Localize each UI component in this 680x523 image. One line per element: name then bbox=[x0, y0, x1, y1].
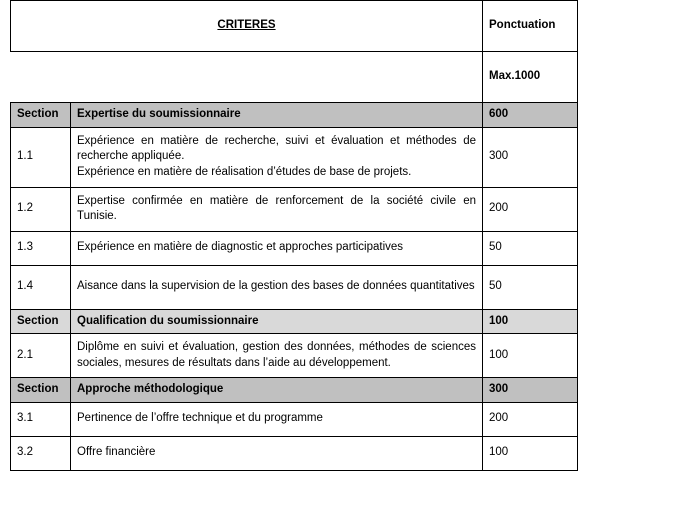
section-title: Approche méthodologique bbox=[71, 378, 483, 403]
table-row bbox=[11, 378, 578, 403]
criterion-points: 200 bbox=[483, 187, 578, 231]
section-points: 100 bbox=[483, 309, 578, 334]
table-header-row bbox=[11, 1, 578, 52]
section-label: Section bbox=[11, 103, 71, 128]
header-criteres: CRITERES bbox=[11, 1, 483, 52]
criterion-number: 1.4 bbox=[11, 265, 71, 309]
criterion-points: 100 bbox=[483, 436, 578, 470]
criterion-number: 3.2 bbox=[11, 436, 71, 470]
criterion-points: 50 bbox=[483, 231, 578, 265]
table-row bbox=[11, 309, 578, 334]
section-title: Qualification du soumissionnaire bbox=[71, 309, 483, 334]
criterion-description: Expérience en matière de diagnostic et approches participatives bbox=[71, 231, 483, 265]
header-ponctuation: Ponctuation bbox=[483, 1, 578, 52]
section-points: 600 bbox=[483, 103, 578, 128]
table-row bbox=[11, 187, 578, 231]
table-header-max-row bbox=[11, 52, 578, 103]
criterion-description: Expertise confirmée en matière de renforcement de la société civile en Tunisie. bbox=[71, 187, 483, 231]
criterion-number: 1.2 bbox=[11, 187, 71, 231]
table-row bbox=[11, 334, 578, 378]
criterion-points: 200 bbox=[483, 402, 578, 436]
criterion-description-line-2: Expérience en matière de réalisation d’études de base de projets. bbox=[77, 165, 412, 178]
criterion-points: 50 bbox=[483, 265, 578, 309]
evaluation-criteria-table bbox=[10, 0, 578, 471]
criterion-points: 300 bbox=[483, 127, 578, 187]
criterion-number: 3.1 bbox=[11, 402, 71, 436]
criterion-points: 100 bbox=[483, 334, 578, 378]
table-row bbox=[11, 265, 578, 309]
table-row bbox=[11, 231, 578, 265]
criterion-description: Diplôme en suivi et évaluation, gestion des données, méthodes de sciences sociales, mesures de résultats dans l’aide au développement. bbox=[71, 334, 483, 378]
criterion-description bbox=[71, 127, 483, 187]
criterion-number: 2.1 bbox=[11, 334, 71, 378]
section-title: Expertise du soumissionnaire bbox=[71, 103, 483, 128]
criterion-number: 1.3 bbox=[11, 231, 71, 265]
table-row bbox=[11, 436, 578, 470]
header-max-points: Max.1000 bbox=[483, 52, 578, 103]
criterion-number: 1.1 bbox=[11, 127, 71, 187]
criterion-description: Aisance dans la supervision de la gestion des bases de données quantitatives bbox=[71, 265, 483, 309]
table-row bbox=[11, 402, 578, 436]
section-label: Section bbox=[11, 378, 71, 403]
criterion-description: Offre financière bbox=[71, 436, 483, 470]
table-row bbox=[11, 103, 578, 128]
header-spacer bbox=[11, 52, 483, 103]
table-row bbox=[11, 127, 578, 187]
criterion-description-line-1: Expérience en matière de recherche, suivi et évaluation et méthodes de recherche appliquée. bbox=[77, 134, 476, 163]
section-label: Section bbox=[11, 309, 71, 334]
section-points: 300 bbox=[483, 378, 578, 403]
criterion-description: Pertinence de l’offre technique et du programme bbox=[71, 402, 483, 436]
